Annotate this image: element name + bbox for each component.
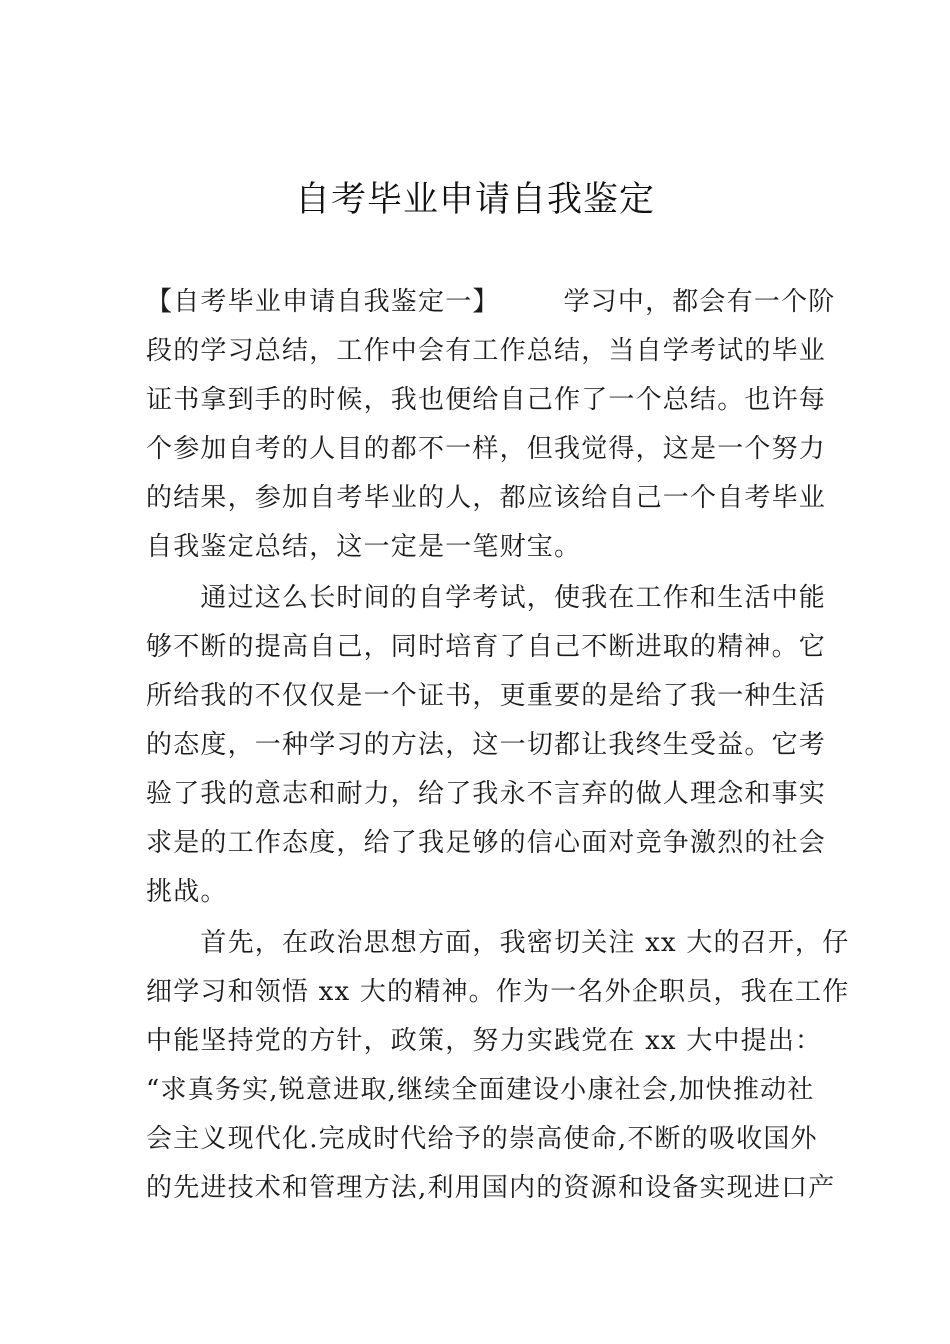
text-line: 的结果，参加自考毕业的人，都应该给自己一个自考毕业 [146, 483, 827, 513]
text-line: 段的学习总结，工作中会有工作总结，当自学考试的毕业 [146, 336, 827, 366]
text-line: 证书拿到手的时候，我也便给自己作了一个总结。也许每 [146, 385, 827, 415]
document-title: 自考毕业申请自我鉴定 [294, 180, 655, 220]
text-line: 个参加自考的人目的都不一样，但我觉得，这是一个努力 [146, 434, 827, 464]
text-line: “求真务实,锐意进取,继续全面建设小康社会,加快推动社 [146, 1075, 815, 1105]
text-line: 【自考毕业申请自我鉴定一】 学习中，都会有一个阶 [146, 287, 836, 317]
text-line: 通过这么长时间的自学考试，使我在工作和生活中能 [146, 583, 827, 613]
text-line: 挑战。 [146, 877, 228, 907]
text-line: 的先进技术和管理方法,利用国内的资源和设备实现进口产 [146, 1173, 836, 1203]
text-line: 中能坚持党的方针，政策，努力实践党在 xx 大中提出： [146, 1026, 823, 1056]
text-line: 首先，在政治思想方面，我密切关注 xx 大的召开，仔 [146, 928, 850, 958]
document-body [146, 278, 850, 1213]
text-line: 够不断的提高自己，同时培育了自己不断进取的精神。它 [146, 632, 827, 662]
text-line: 求是的工作态度，给了我足够的信心面对竞争激烈的社会 [146, 828, 827, 858]
text-line: 所给我的不仅仅是一个证书，更重要的是给了我一种生活 [146, 681, 827, 711]
text-line: 细学习和领悟 xx 大的精神。作为一名外企职员，我在工作 [146, 977, 850, 1007]
text-line: 会主义现代化.完成时代给予的崇高使命,不断的吸收国外 [146, 1124, 818, 1154]
text-line: 自我鉴定总结，这一定是一笔财宝。 [146, 532, 582, 562]
text-line: 验了我的意志和耐力，给了我永不言弃的做人理念和事实 [146, 779, 827, 809]
text-line: 的态度，一种学习的方法，这一切都让我终生受益。它考 [146, 730, 827, 760]
